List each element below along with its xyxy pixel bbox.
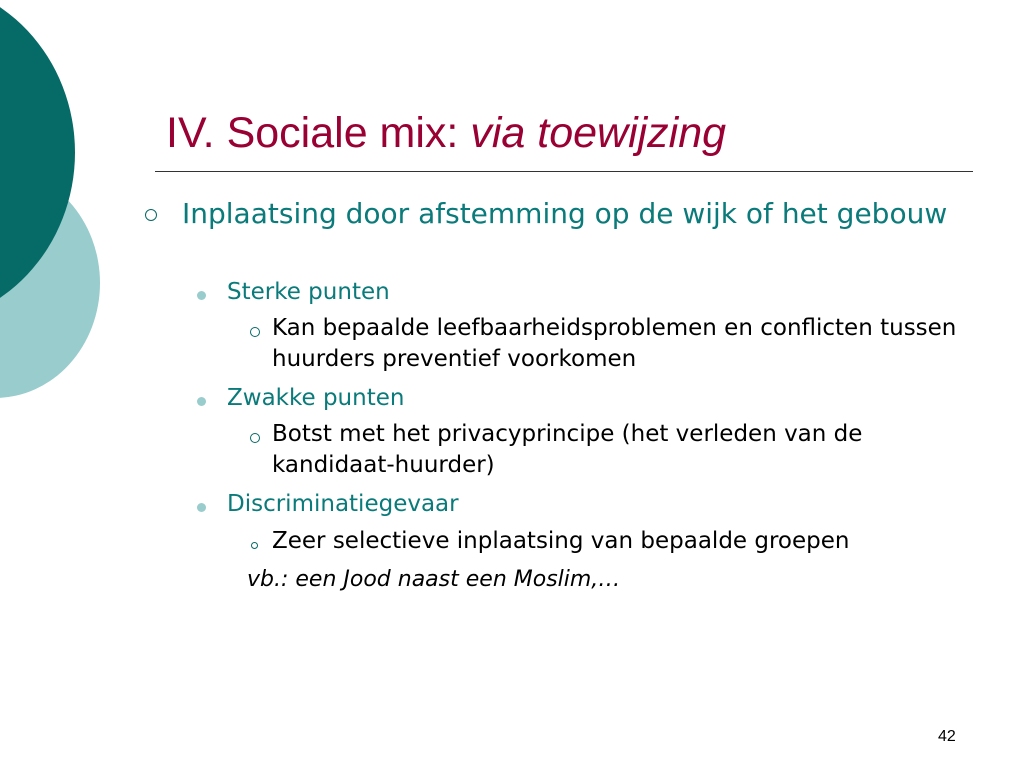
example-text: vb.: een Jood naast een Moslim,… <box>247 567 621 592</box>
open-circle-bullet-icon <box>250 433 260 443</box>
page-number: 42 <box>938 728 956 745</box>
dot-bullet-icon <box>197 397 206 406</box>
bullet-sterke-punten: Sterke punten <box>227 279 390 305</box>
slide-title-italic: via toewijzing <box>470 109 727 157</box>
small-open-circle-bullet-icon <box>251 542 258 549</box>
slide-title-main: IV. Sociale mix: <box>166 109 471 157</box>
bullet-discriminatiegevaar-item: Zeer selectieve inplaatsing van bepaalde groepen <box>272 528 850 554</box>
dot-bullet-icon <box>197 291 206 300</box>
bullet-sterke-punten-item: Kan bepaalde leefbaarheidsproblemen en conflicten tussen huurders preventief voorkomen <box>272 315 957 372</box>
dot-bullet-icon <box>197 503 206 512</box>
open-circle-bullet-icon <box>145 209 157 221</box>
bullet-zwakke-punten: Zwakke punten <box>227 385 405 411</box>
open-circle-bullet-icon <box>250 327 260 337</box>
bullet-discriminatiegevaar: Discriminatiegevaar <box>227 491 459 517</box>
bullet-zwakke-punten-item: Botst met het privacyprincipe (het verleden van de kandidaat-huurder) <box>272 421 863 478</box>
bullet-level1-text: Inplaatsing door afstemming op de wijk of het gebouw <box>182 197 948 230</box>
slide-title <box>166 107 726 159</box>
title-divider <box>155 171 973 172</box>
